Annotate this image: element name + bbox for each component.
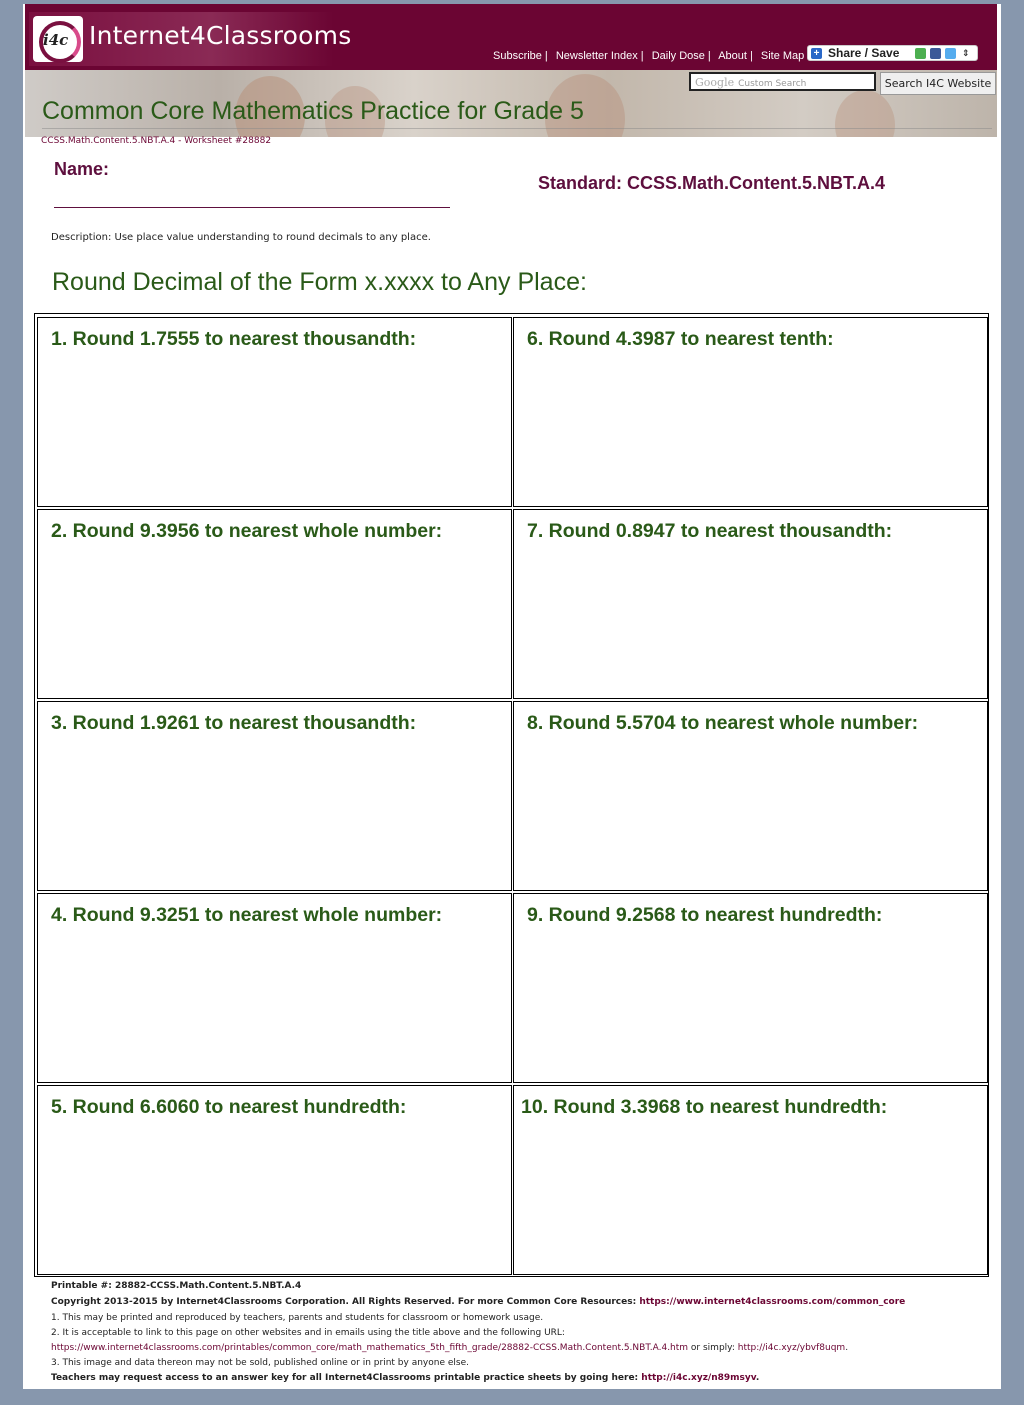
question-10: 10. Round 3.3968 to nearest hundredth: <box>521 1096 888 1118</box>
question-5: 5. Round 6.6060 to nearest hundredth: <box>51 1096 407 1118</box>
search-button[interactable]: Search I4C Website <box>880 72 996 95</box>
worksheet-title: Round Decimal of the Form x.xxxx to Any Place: <box>52 268 587 296</box>
site-logo[interactable] <box>29 12 352 66</box>
facebook-icon[interactable] <box>930 48 941 59</box>
page-title: Common Core Mathematics Practice for Grade 5 <box>42 97 584 125</box>
note-1: 1. This may be printed and reproduced by teachers, parents and students for classroom or homework usage. <box>51 1313 544 1323</box>
note-3: 3. This image and data thereon may not be sold, published online or in print by anyone else. <box>51 1358 469 1368</box>
worksheet-url-link[interactable]: https://www.internet4classrooms.com/printables/common_core/math_mathematics_5th_fifth_grade/28882-CCSS.Math.Content.5.NBT.A.4.htm <box>51 1343 689 1353</box>
banner-photo <box>835 90 895 137</box>
note-2-or: or simply: <box>688 1343 738 1353</box>
question-7: 7. Round 0.8947 to nearest thousandth: <box>527 520 893 542</box>
question-cell <box>513 317 988 507</box>
common-core-link[interactable]: https://www.internet4classrooms.com/common_core <box>639 1297 906 1307</box>
header-bar <box>25 4 997 70</box>
twitter-icon[interactable] <box>945 48 956 59</box>
nav-subscribe[interactable]: Subscribe <box>493 50 542 62</box>
answer-key-end: . <box>755 1373 760 1383</box>
share-label: Share / Save <box>828 46 900 60</box>
printable-number: Printable #: 28882-CCSS.Math.Content.5.NBT.A.4 <box>51 1281 302 1291</box>
banner-divider <box>42 128 992 129</box>
name-line <box>54 207 450 208</box>
answer-key-text: Teachers may request access to an answer key for all Internet4Classrooms printable practice sheets by going here: <box>51 1373 639 1383</box>
question-cell <box>513 701 988 891</box>
question-9: 9. Round 9.2568 to nearest hundredth: <box>527 904 883 926</box>
copyright <box>51 1297 905 1307</box>
logo-badge <box>33 16 83 62</box>
site-name: Internet4Classrooms <box>89 21 352 50</box>
question-cell <box>513 1085 988 1275</box>
note-2-end: . <box>845 1343 849 1353</box>
standard-label: Standard: CCSS.Math.Content.5.NBT.A.4 <box>538 173 886 193</box>
question-cell <box>513 509 988 699</box>
copyright-text: Copyright 2013-2015 by Internet4Classrooms Corporation. All Rights Reserved. For more Common Core Resources: <box>51 1297 637 1307</box>
question-grid <box>34 313 989 1277</box>
nav-daily-dose[interactable]: Daily Dose <box>651 50 705 62</box>
chevron-updown-icon[interactable]: ⇕ <box>962 48 970 58</box>
question-6: 6. Round 4.3987 to nearest tenth: <box>527 328 834 350</box>
short-url-link[interactable]: http://i4c.xyz/ybvf8uqm <box>737 1343 846 1353</box>
nav-newsletter-index[interactable]: Newsletter Index <box>555 50 638 62</box>
question-cell <box>37 701 512 891</box>
note-2: 2. It is acceptable to link to this page on other websites and in emails using the title above and the following URL: <box>51 1328 565 1338</box>
question-cell <box>513 893 988 1083</box>
breadcrumb[interactable]: CCSS.Math.Content.5.NBT.A.4 - Worksheet #28882 <box>41 136 272 146</box>
top-nav <box>493 50 804 62</box>
description: Description: Use place value understanding to round decimals to any place. <box>51 232 431 243</box>
question-4: 4. Round 9.3251 to nearest whole number: <box>51 904 443 926</box>
answer-key <box>51 1373 759 1383</box>
share-save-button[interactable] <box>807 45 978 61</box>
share-plus-icon: + <box>811 48 822 59</box>
answer-key-link[interactable]: http://i4c.xyz/n89msyv <box>641 1373 756 1383</box>
nav-divider: | <box>640 50 644 62</box>
nav-divider: | <box>749 50 753 62</box>
share-email-icon[interactable] <box>915 48 926 59</box>
nav-divider: | <box>544 50 548 62</box>
search-placeholder: Custom Search <box>738 79 807 89</box>
note-2-urls <box>51 1343 848 1353</box>
nav-site-map[interactable]: Site Map <box>760 50 805 62</box>
question-cell <box>37 893 512 1083</box>
nav-about[interactable]: About <box>718 50 747 62</box>
name-label: Name: <box>54 159 110 179</box>
search-input[interactable] <box>689 72 876 91</box>
google-logo: Google <box>695 76 735 89</box>
page <box>23 4 1001 1389</box>
logo-text: i4c <box>43 31 69 49</box>
question-8: 8. Round 5.5704 to nearest whole number: <box>527 712 919 734</box>
question-1: 1. Round 1.7555 to nearest thousandth: <box>51 328 417 350</box>
question-2: 2. Round 9.3956 to nearest whole number: <box>51 520 443 542</box>
question-3: 3. Round 1.9261 to nearest thousandth: <box>51 712 417 734</box>
question-cell <box>37 1085 512 1275</box>
question-cell <box>37 509 512 699</box>
nav-divider: | <box>707 50 711 62</box>
question-cell <box>37 317 512 507</box>
